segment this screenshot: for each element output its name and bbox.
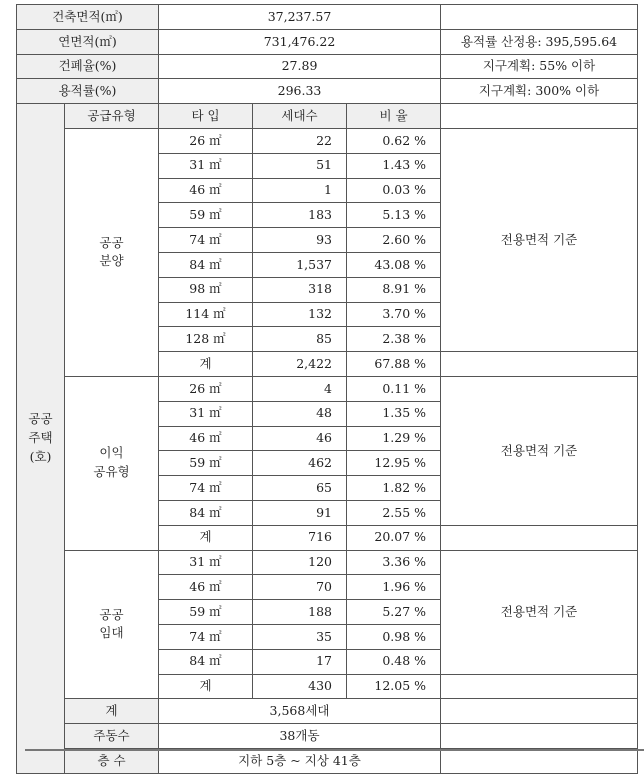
households-cell: 70 (253, 575, 347, 600)
ratio-cell: 0.48 % (347, 649, 441, 674)
ratio-cell: 0.62 % (347, 128, 441, 153)
supply-type-label: 이익 공유형 (65, 376, 159, 550)
households-cell: 132 (253, 302, 347, 327)
households-cell: 1 (253, 178, 347, 203)
footer-note-empty (441, 748, 638, 773)
summary-label: 건축면적(㎡) (17, 5, 159, 30)
type-cell: 59 ㎡ (159, 203, 253, 228)
households-cell: 318 (253, 277, 347, 302)
ratio-cell: 8.91 % (347, 277, 441, 302)
footer-row (17, 724, 638, 749)
households-cell: 183 (253, 203, 347, 228)
type-cell: 26 ㎡ (159, 376, 253, 401)
summary-value: 296.33 (159, 79, 441, 104)
col-header-households: 세대수 (253, 104, 347, 129)
summary-row (17, 5, 638, 30)
footer-value: 지하 5층 ~ 지상 41층 (159, 748, 441, 773)
households-cell: 93 (253, 228, 347, 253)
households-cell: 91 (253, 500, 347, 525)
building-spec-table (16, 4, 638, 774)
ratio-cell: 1.96 % (347, 575, 441, 600)
subtotal-label: 계 (159, 674, 253, 699)
section-note: 전용면적 기준 (441, 376, 638, 525)
ratio-cell: 3.70 % (347, 302, 441, 327)
col-header-ratio: 비 율 (347, 104, 441, 129)
households-cell: 4 (253, 376, 347, 401)
header-note-empty (441, 104, 638, 129)
summary-row (17, 79, 638, 104)
type-cell: 128 ㎡ (159, 327, 253, 352)
households-cell: 22 (253, 128, 347, 153)
section-note: 전용면적 기준 (441, 550, 638, 674)
footer-label: 주동수 (65, 724, 159, 749)
footer-value: 38개동 (159, 724, 441, 749)
ratio-cell: 1.29 % (347, 426, 441, 451)
type-cell: 59 ㎡ (159, 451, 253, 476)
type-cell: 26 ㎡ (159, 128, 253, 153)
type-cell: 59 ㎡ (159, 600, 253, 625)
summary-note: 용적률 산정용: 395,595.64 (441, 29, 638, 54)
ratio-cell: 1.35 % (347, 401, 441, 426)
summary-row (17, 54, 638, 79)
ratio-cell: 43.08 % (347, 252, 441, 277)
households-cell: 51 (253, 153, 347, 178)
subtotal-households: 2,422 (253, 352, 347, 377)
type-cell: 46 ㎡ (159, 426, 253, 451)
subtotal-label: 계 (159, 352, 253, 377)
housing-header-row (17, 104, 638, 129)
ratio-cell: 5.27 % (347, 600, 441, 625)
subtotal-note-empty (441, 352, 638, 377)
households-cell: 35 (253, 624, 347, 649)
households-cell: 1,537 (253, 252, 347, 277)
type-cell: 31 ㎡ (159, 401, 253, 426)
households-cell: 48 (253, 401, 347, 426)
ratio-cell: 3.36 % (347, 550, 441, 575)
ratio-cell: 0.11 % (347, 376, 441, 401)
ratio-cell: 5.13 % (347, 203, 441, 228)
supply-type-label: 공공 임대 (65, 550, 159, 699)
summary-label: 용적률(%) (17, 79, 159, 104)
document-page (16, 4, 638, 774)
footer-label: 층 수 (65, 748, 159, 773)
ratio-cell: 0.03 % (347, 178, 441, 203)
table-row (17, 128, 638, 153)
summary-value: 37,237.57 (159, 5, 441, 30)
households-cell: 85 (253, 327, 347, 352)
summary-value: 731,476.22 (159, 29, 441, 54)
type-cell: 31 ㎡ (159, 153, 253, 178)
households-cell: 17 (253, 649, 347, 674)
type-cell: 74 ㎡ (159, 624, 253, 649)
subtotal-ratio: 67.88 % (347, 352, 441, 377)
subtotal-households: 716 (253, 525, 347, 550)
footer-row (17, 748, 638, 773)
table-row (17, 376, 638, 401)
subtotal-note-empty (441, 525, 638, 550)
ratio-cell: 1.43 % (347, 153, 441, 178)
type-cell: 84 ㎡ (159, 649, 253, 674)
footer-label: 계 (65, 699, 159, 724)
summary-note: 지구계획: 55% 이하 (441, 54, 638, 79)
type-cell: 46 ㎡ (159, 575, 253, 600)
type-cell: 84 ㎡ (159, 500, 253, 525)
summary-note: 지구계획: 300% 이하 (441, 79, 638, 104)
type-cell: 74 ㎡ (159, 476, 253, 501)
ratio-cell: 2.55 % (347, 500, 441, 525)
households-cell: 188 (253, 600, 347, 625)
households-cell: 65 (253, 476, 347, 501)
summary-value: 27.89 (159, 54, 441, 79)
ratio-cell: 12.95 % (347, 451, 441, 476)
ratio-cell: 2.60 % (347, 228, 441, 253)
type-cell: 114 ㎡ (159, 302, 253, 327)
supply-type-label: 공공 분양 (65, 128, 159, 376)
housing-group-label: 공공 주택 (호) (17, 104, 65, 774)
summary-row (17, 29, 638, 54)
subtotal-ratio: 20.07 % (347, 525, 441, 550)
households-cell: 462 (253, 451, 347, 476)
subtotal-households: 430 (253, 674, 347, 699)
col-header-type: 타 입 (159, 104, 253, 129)
subtotal-ratio: 12.05 % (347, 674, 441, 699)
col-header-supply-type: 공급유형 (65, 104, 159, 129)
households-cell: 46 (253, 426, 347, 451)
footer-note-empty (441, 724, 638, 749)
summary-note (441, 5, 638, 30)
subtotal-note-empty (441, 674, 638, 699)
type-cell: 98 ㎡ (159, 277, 253, 302)
ratio-cell: 0.98 % (347, 624, 441, 649)
subtotal-label: 계 (159, 525, 253, 550)
households-cell: 120 (253, 550, 347, 575)
table-row (17, 550, 638, 575)
footer-row (17, 699, 638, 724)
summary-label: 연면적(㎡) (17, 29, 159, 54)
type-cell: 74 ㎡ (159, 228, 253, 253)
type-cell: 46 ㎡ (159, 178, 253, 203)
summary-label: 건폐율(%) (17, 54, 159, 79)
footer-note-empty (441, 699, 638, 724)
ratio-cell: 2.38 % (347, 327, 441, 352)
type-cell: 31 ㎡ (159, 550, 253, 575)
type-cell: 84 ㎡ (159, 252, 253, 277)
ratio-cell: 1.82 % (347, 476, 441, 501)
bottom-rule (25, 749, 644, 751)
section-note: 전용면적 기준 (441, 128, 638, 351)
footer-value: 3,568세대 (159, 699, 441, 724)
